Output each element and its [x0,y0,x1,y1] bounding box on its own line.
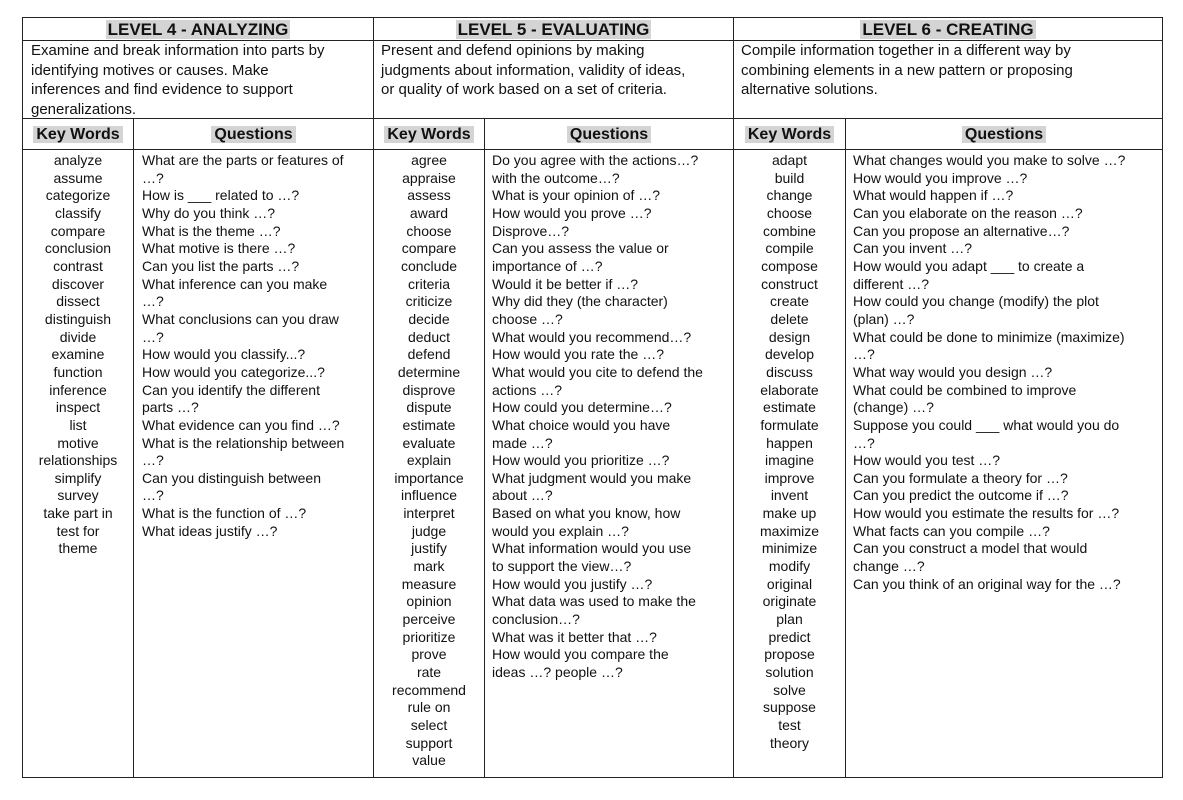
question: Can you think of an original way for the …? [853,575,1121,592]
key-word: evaluate [402,434,456,451]
key-word: make up [762,505,817,522]
question: How would you adapt ___ to create a different …? [853,257,1085,292]
level-4-questions-header: Questions [134,124,373,145]
question: What could be done to minimize (maximize) …? [853,328,1125,363]
question: How would you classify...? [142,346,306,363]
question: How would you justify …? [492,575,653,592]
key-word: influence [400,487,458,504]
key-word: modify [768,558,811,575]
question: How would you improve …? [853,169,1028,186]
question: Can you identify the different parts …? [142,381,320,416]
question: What would you recommend…? [492,328,692,345]
key-word: list [69,416,87,433]
question: What choice would you have made …? [492,416,671,451]
key-word: plan [776,611,803,628]
key-word: recommend [392,681,466,698]
key-word: solution [765,664,814,681]
key-word: compare [401,240,457,257]
key-word: test for [56,522,100,539]
key-word: criteria [407,275,450,292]
question: Can you predict the outcome if …? [853,487,1069,504]
level-5-title: LEVEL 5 - EVALUATING [457,20,650,39]
question: How would you test …? [853,452,1001,469]
question: Disprove…? [492,222,570,239]
key-word: test [778,717,801,733]
key-word: choose [766,204,813,221]
key-word: justify [411,540,447,557]
column-divider [484,118,485,777]
key-word: dispute [406,399,452,416]
key-word: elaborate [760,381,819,398]
key-word: interpret [403,505,455,522]
level-4-key-words-header: Key Words [23,124,133,145]
key-word: prove [411,646,447,663]
question: What changes would you make to solve …? [853,152,1126,168]
question: Can you elaborate on the reason …? [853,204,1083,221]
key-word: defend [407,346,451,363]
level-6-questions-header: Questions [846,124,1162,145]
key-word: imagine [764,452,815,469]
question: What would happen if …? [853,187,1014,204]
key-word: award [409,204,449,221]
question: Can you distinguish between …? [142,469,322,504]
question: Do you agree with the actions…? with the outcome…? [492,152,699,186]
key-word: examine [51,346,105,363]
key-word: compile [765,240,814,257]
key-word: conclude [400,257,458,274]
key-word: divide [59,328,97,345]
key-word: assess [407,187,451,204]
key-word: support [405,734,453,751]
question: How would you compare the ideas …? people …? [492,646,669,681]
key-word: formulate [760,416,819,433]
question: What judgment would you make about …? [492,469,692,504]
key-word: relationships [38,452,118,469]
question: Would it be better if …? [492,275,639,292]
key-word: discover [51,275,105,292]
question: What inference can you make …? [142,275,328,310]
question: What ideas justify …? [142,522,278,539]
question: What is your opinion of …? [492,187,661,204]
key-word: simplify [54,469,102,486]
column-divider [845,118,846,777]
question: What is the function of …? [142,505,307,522]
key-word: maximize [759,522,820,539]
key-word: estimate [402,416,456,433]
key-word: value [412,752,446,769]
key-word: take part in [43,505,113,522]
key-word: compare [50,222,106,239]
key-word: survey [57,487,99,504]
level-4-questions-list [142,152,371,540]
question: How would you prove …? [492,204,652,221]
question: How would you prioritize …? [492,452,670,469]
key-word: disprove [402,381,456,398]
question: How would you rate the …? [492,346,664,363]
level-5-key-words-list [374,152,484,770]
level-5-description: Present and defend opinions by making judgments about information, validity of ideas, or quality of work based on a set of criteria. [381,42,686,98]
question: Can you list the parts …? [142,257,300,274]
key-word: deduct [407,328,451,345]
key-word: assume [53,169,103,186]
key-word: dissect [56,293,100,310]
key-word: predict [768,628,811,645]
question: Why do you think …? [142,204,276,221]
key-word: develop [764,346,815,363]
key-word: measure [401,575,457,592]
question: Can you formulate a theory for …? [853,469,1068,486]
key-word: conclusion [44,240,112,257]
key-word: construct [761,275,818,292]
question: How would you estimate the results for …? [853,505,1120,522]
question: Based on what you know, how would you explain …? [492,505,681,539]
key-word: originate [762,593,817,610]
key-word: prioritize [402,628,456,645]
key-word: delete [770,310,809,327]
key-word: discuss [766,363,813,380]
key-word: function [53,363,103,380]
level-5-questions-list [492,152,731,682]
question: What data was used to make the conclusion…? [492,593,696,628]
key-word: happen [766,434,813,451]
question: Suppose you could ___ what would you do …? [853,416,1120,451]
blooms-taxonomy-table [22,17,1163,778]
key-word: distinguish [44,310,112,327]
key-word: inspect [55,399,101,416]
question: Can you invent …? [853,240,973,257]
question: What would you cite to defend the actions …? [492,363,703,398]
key-word: compose [761,257,818,274]
key-word: opinion [406,593,452,610]
key-word: suppose [763,699,816,716]
key-word: theory [770,734,809,751]
key-word: decide [408,310,450,327]
key-word: rule on [407,699,451,716]
key-word: original [766,575,813,592]
key-word: minimize [761,540,818,557]
key-word: criticize [405,293,453,310]
key-word: create [770,293,809,310]
question: How could you change (modify) the plot (plan) …? [853,293,1099,327]
key-word: select [410,717,448,733]
key-word: design [768,328,811,345]
question: What conclusions can you draw …? [142,310,339,345]
key-word: contrast [53,257,103,274]
question: What information would you use to support the view…? [492,540,692,575]
question: Why did they (the character) choose …? [492,293,668,327]
key-word: theme [58,540,98,557]
key-word: choose [406,222,452,239]
level-4-description: Examine and break information into parts by identifying motives or causes. Make inferences and find evidence to support generalizations. [31,42,325,118]
key-word: estimate [763,399,816,416]
question: What way would you design …? [853,363,1053,380]
level-5-questions-header: Questions [485,124,733,145]
question: What evidence can you find …? [142,416,340,433]
question: Can you construct a model that would change …? [853,540,1088,575]
level-6-title: LEVEL 6 - CREATING [862,20,1034,39]
question: How could you determine…? [492,399,672,416]
level-6-key-words-header: Key Words [734,124,845,145]
key-word: motive [57,434,99,451]
question: What motive is there …? [142,240,296,257]
key-word: change [766,187,813,204]
key-word: propose [764,646,815,663]
question: What are the parts or features of …? [142,152,344,186]
column-divider [133,118,134,777]
row-divider [23,149,1162,150]
question: How would you categorize...? [142,363,325,380]
question: What could be combined to improve (change) …? [853,381,1077,416]
key-word: judge [411,522,447,539]
key-word: inference [49,381,107,398]
level-4-title: LEVEL 4 - ANALYZING [107,20,289,39]
question: What was it better that …? [492,628,657,645]
question: Can you assess the value or importance of …? [492,240,669,274]
level-6-description: Compile information together in a different way by combining elements in a new pattern or proposing alternative solutions. [741,42,1073,98]
question: Can you propose an alternative…? [853,222,1070,239]
key-word: agree [411,152,447,168]
question: What is the relationship between …? [142,434,345,469]
key-word: rate [416,664,442,681]
question: How is ___ related to …? [142,187,300,204]
key-word: classify [55,204,101,221]
question: What facts can you compile …? [853,522,1050,539]
level-4-key-words-list [23,152,133,558]
key-word: adapt [771,152,808,168]
key-word: categorize [45,187,111,204]
key-word: appraise [402,169,456,186]
key-word: determine [397,363,461,380]
key-word: solve [773,681,806,698]
question: What is the theme …? [142,222,281,239]
key-word: perceive [402,611,456,628]
key-word: build [774,169,805,186]
level-6-questions-list [853,152,1161,593]
key-word: mark [413,558,445,575]
key-word: improve [764,469,815,486]
level-5-key-words-header: Key Words [374,124,484,145]
key-word: invent [770,487,809,504]
level-6-key-words-list [734,152,845,752]
key-word: importance [394,469,464,486]
key-word: explain [406,452,452,469]
key-word: combine [763,222,816,239]
key-word: analyze [53,152,103,168]
